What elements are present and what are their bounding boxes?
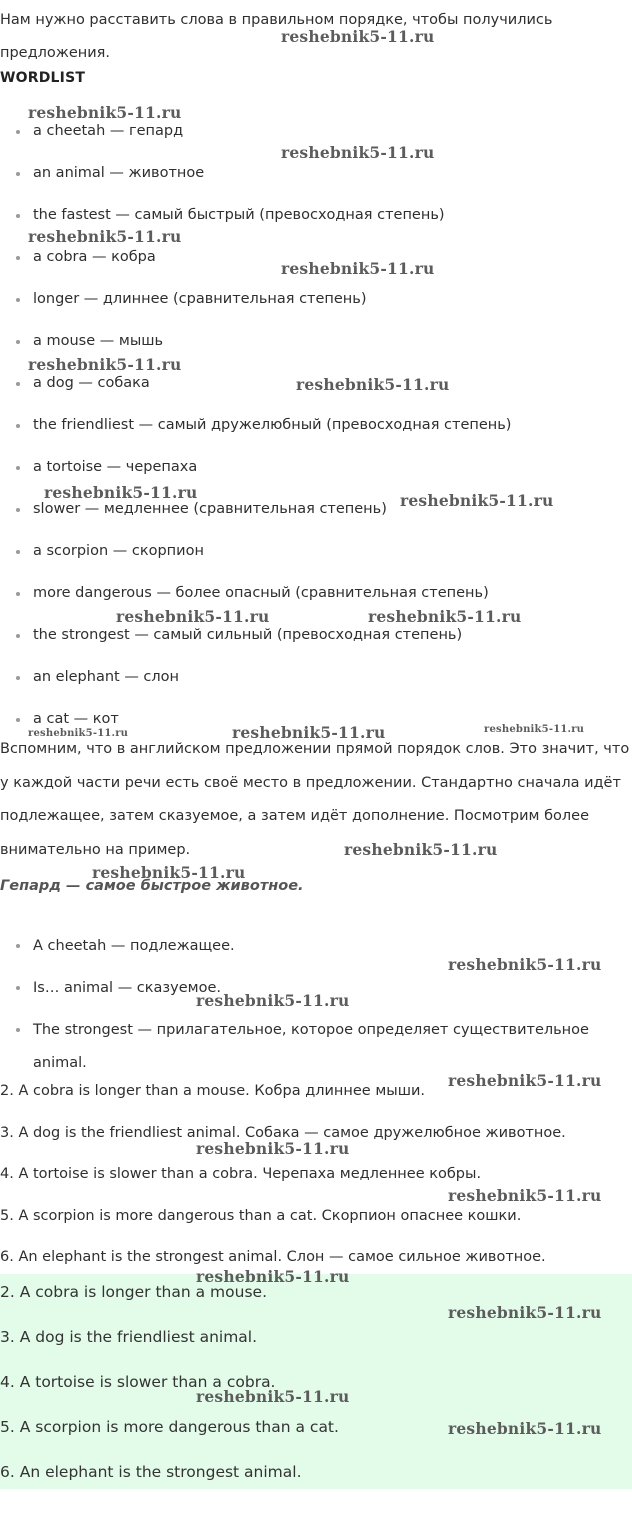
answer-line: 5. A scorpion is more dangerous than a cat. Скорпион опаснее кошки. — [0, 1207, 522, 1224]
list-item — [0, 120, 511, 162]
word-entry: a scorpion — скорпион — [33, 543, 204, 559]
bullet-icon — [16, 634, 20, 638]
intro-text: Нам нужно расставить слова в правильном порядке, чтобы получились предложения. — [0, 12, 553, 61]
watermark: reshebnik5-11.ru — [281, 27, 435, 46]
bullet-icon — [16, 1028, 20, 1032]
answer-line: 3. A dog is the friendliest animal. Собака — самое дружелюбное животное. — [0, 1124, 566, 1141]
watermark: reshebnik5-11.ru — [196, 991, 350, 1010]
wordlist-heading: WORDLIST — [0, 70, 86, 86]
watermark: reshebnik5-11.ru — [281, 143, 435, 162]
word-entry: the friendliest — самый дружелюбный (превосходная степень) — [33, 417, 512, 433]
watermark: reshebnik5-11.ru — [281, 259, 435, 278]
word-entry: a tortoise — черепаха — [33, 459, 198, 475]
watermark: reshebnik5-11.ru — [448, 1186, 602, 1205]
bullet-icon — [16, 986, 20, 990]
watermark: reshebnik5-11.ru — [116, 607, 270, 626]
watermark: reshebnik5-11.ru — [28, 103, 182, 122]
watermark: reshebnik5-11.ru — [296, 375, 450, 394]
wordlist — [0, 120, 511, 750]
list-item — [0, 624, 511, 666]
bullet-icon — [16, 466, 20, 470]
word-entry: a cobra — кобра — [33, 249, 156, 265]
watermark: reshebnik5-11.ru — [44, 483, 198, 502]
watermark: reshebnik5-11.ru — [484, 724, 585, 735]
final-answer-line: 6. An elephant is the strongest animal. — [0, 1463, 302, 1481]
word-entry: slower — медленнее (сравнительная степень) — [33, 501, 387, 517]
word-entry: the strongest — самый сильный (превосходная степень) — [33, 627, 463, 643]
bullet-icon — [16, 944, 20, 948]
list-item — [0, 162, 511, 204]
watermark: reshebnik5-11.ru — [196, 1267, 350, 1286]
bullet-icon — [16, 550, 20, 554]
bullet-icon — [16, 676, 20, 680]
watermark: reshebnik5-11.ru — [232, 723, 386, 742]
word-entry: a cat — кот — [33, 711, 119, 727]
bullet-icon — [16, 130, 20, 134]
watermark: reshebnik5-11.ru — [448, 955, 602, 974]
word-entry: a cheetah — гепард — [33, 123, 184, 139]
watermark: reshebnik5-11.ru — [344, 840, 498, 859]
bullet-icon — [16, 340, 20, 344]
watermark: reshebnik5-11.ru — [448, 1071, 602, 1090]
watermark: reshebnik5-11.ru — [196, 1387, 350, 1406]
watermark: reshebnik5-11.ru — [448, 1419, 602, 1438]
word-entry: more dangerous — более опасный (сравнительная степень) — [33, 585, 489, 601]
answers-with-translation — [0, 1080, 566, 1288]
bullet-icon — [16, 424, 20, 428]
role-entry: Is… animal — сказуемое. — [33, 980, 221, 996]
watermark: reshebnik5-11.ru — [196, 1139, 350, 1158]
bullet-icon — [16, 256, 20, 260]
role-entry: A cheetah — подлежащее. — [33, 938, 235, 954]
watermark: reshebnik5-11.ru — [28, 227, 182, 246]
bullet-icon — [16, 382, 20, 386]
watermark: reshebnik5-11.ru — [448, 1303, 602, 1322]
explanation-text: Вспомним, что в английском предложении прямой порядок слов. Это значит, что у каждой части речи есть своё место в предложении. Стандартно сначала идёт подлежащее, затем сказуемое, а затем идёт дополнение. Посмотрим более внимательно на пример. — [0, 741, 630, 858]
bullet-icon — [16, 298, 20, 302]
word-entry: a mouse — мышь — [33, 333, 164, 349]
watermark: reshebnik5-11.ru — [28, 728, 129, 739]
list-item — [0, 666, 511, 708]
watermark: reshebnik5-11.ru — [368, 607, 522, 626]
word-entry: an elephant — слон — [33, 669, 180, 685]
watermark: reshebnik5-11.ru — [92, 863, 246, 882]
bullet-icon — [16, 508, 20, 512]
word-entry: an animal — животное — [33, 165, 205, 181]
watermark: reshebnik5-11.ru — [400, 491, 554, 510]
bullet-icon — [16, 718, 20, 722]
final-answer-line: 4. A tortoise is slower than a cobra. — [0, 1373, 276, 1391]
final-answer-line: 3. A dog is the friendliest animal. — [0, 1328, 258, 1346]
list-item — [0, 414, 511, 456]
word-entry: a dog — собака — [33, 375, 150, 391]
final-answer-line: 5. A scorpion is more dangerous than a cat. — [0, 1418, 339, 1436]
word-entry: the fastest — самый быстрый (превосходная степень) — [33, 207, 445, 223]
list-item — [0, 288, 511, 330]
role-entry: The strongest — прилагательное, которое определяет существительное animal. — [33, 1022, 589, 1071]
answer-line: 6. An elephant is the strongest animal. Слон — самое сильное животное. — [0, 1249, 546, 1265]
bullet-icon — [16, 214, 20, 218]
bullet-icon — [16, 592, 20, 596]
list-item — [0, 246, 511, 288]
final-answer-line: 2. A cobra is longer than a mouse. — [0, 1283, 268, 1301]
answer-line: 4. A tortoise is slower than a cobra. Черепаха медленнее кобры. — [0, 1166, 482, 1182]
list-item — [0, 540, 511, 582]
example-sentence: Гепард — самое быстрое животное. — [0, 878, 304, 894]
word-entry: longer — длиннее (сравнительная степень) — [33, 291, 367, 307]
watermark: reshebnik5-11.ru — [28, 355, 182, 374]
bullet-icon — [16, 172, 20, 176]
answer-line: 2. A cobra is longer than a mouse. Кобра длиннее мыши. — [0, 1083, 426, 1099]
